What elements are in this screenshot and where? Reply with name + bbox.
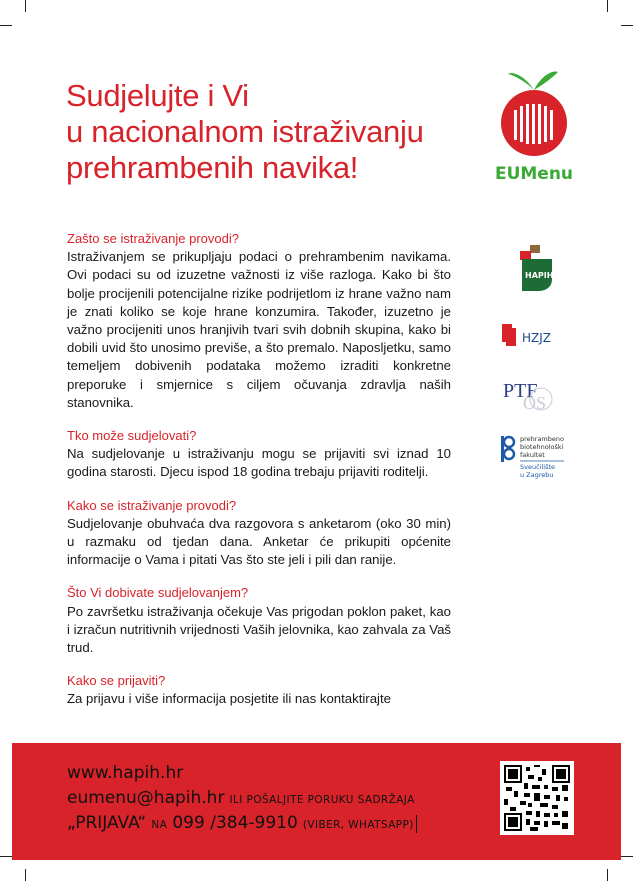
section-text: Istraživanjem se prikupljaju podaci o prehrambenim navikama. Ovi podaci su od izuzetne važnosti iz više razloga. Kako bi što bolje procijenili potencijalne rizike podrijetlom iz hrane važno nam je znati koliko se koje hrane konzumira. Također, izuzetno je važno procijeniti unos hranjivih tvari svih dobnih skupina, kako bi dobili uvid što unosimo previše, a što premalo. Naposljetku, samo temeljem dobivenih podataka možemo izraditi konkretne preporuke i smjernice s ciljem očuvanja zdravlja naših stanovnika. — [67, 249, 451, 410]
crop-mark — [0, 856, 12, 857]
crop-mark — [607, 869, 608, 881]
section-heading: Kako se prijaviti? — [67, 673, 166, 689]
phone-number[interactable]: 099 /384-9910 — [172, 813, 298, 833]
section-how — [67, 497, 451, 570]
ptf-logo — [497, 371, 569, 416]
title-line: u nacionalnom istraživanju — [66, 114, 424, 149]
sms-instruction: ILI POŠALJITE PORUKU SADRŽAJA — [229, 794, 415, 806]
section-text: Po završetku istraživanja očekuje Vas prigodan poklon paket, kao i izračun nutritivnih vrijednosti Vaših jelovnika, kao zahvala za Vaš trud. — [67, 603, 451, 656]
pbf-line: biotehnološki — [520, 443, 564, 451]
title-line: prehrambenih navika! — [66, 150, 359, 185]
hapih-mark-icon — [512, 245, 552, 291]
sms-keyword: „PRIJAVA“ — [67, 813, 147, 833]
main-content — [67, 230, 451, 724]
phone-line — [67, 810, 417, 835]
pbf-line: prehrambeno — [520, 435, 564, 443]
crop-mark — [607, 0, 608, 12]
tomato-icon — [492, 66, 576, 166]
text-cursor — [416, 815, 417, 833]
ptf-mark-icon — [497, 371, 569, 416]
section-heading: Što Vi dobivate sudjelovanjem? — [67, 585, 249, 601]
to-word: NA — [151, 819, 168, 831]
pbf-univ: u Zagrebu — [520, 471, 554, 479]
page-title — [66, 78, 466, 186]
eumenu-wordmark: EUMenu — [494, 164, 574, 184]
contact-banner — [12, 743, 621, 860]
email-line — [67, 785, 417, 810]
ptf-os-label: OS — [523, 393, 547, 413]
pbf-mark-icon — [498, 432, 570, 482]
crop-mark — [621, 25, 633, 26]
qr-code[interactable] — [500, 761, 574, 835]
title-line: Sudjelujte i Vi — [66, 78, 249, 113]
section-why — [67, 230, 451, 412]
pbf-logo — [498, 432, 570, 482]
section-heading: Zašto se istraživanje provodi? — [67, 231, 239, 246]
hapih-logo — [512, 245, 552, 291]
section-text: Sudjelovanje obuhvaća dva razgovora s anketarom (oko 30 min) u razmaku od tjedan dana. Anketar će prikupiti općenite informacije o Vama i pitati Vas što ste jeli i pili dan ranije. — [67, 515, 451, 568]
section-text: Za prijavu i više informacija posjetite ili nas kontaktirajte — [67, 691, 391, 707]
ptf-label: PTF — [503, 380, 538, 402]
pbf-line: fakultet — [520, 451, 545, 459]
email-link[interactable]: eumenu@hapih.hr — [67, 788, 225, 808]
pbf-univ: Sveučilište — [520, 463, 556, 471]
hapih-label: HAPIH — [525, 271, 552, 280]
section-heading: Kako se istraživanje provodi? — [67, 497, 237, 513]
hzjz-mark-icon — [500, 322, 572, 350]
crop-mark — [621, 856, 633, 857]
website-line — [67, 760, 417, 785]
section-text: Na sudjelovanje u istraživanju mogu se prijaviti svi iznad 10 godina starosti. Djecu ispod 18 godina trebaju prijaviti roditelji. — [67, 446, 451, 480]
section-benefit — [67, 584, 451, 657]
qr-code-icon — [504, 765, 570, 831]
eumenu-logo — [492, 66, 576, 190]
crop-mark — [0, 25, 12, 26]
section-heading: Tko može sudjelovati? — [67, 428, 197, 444]
messaging-apps: (VIBER, WHATSAPP) — [302, 819, 414, 831]
website-link[interactable]: www.hapih.hr — [67, 763, 184, 783]
crop-mark — [25, 0, 26, 12]
section-who — [67, 427, 451, 482]
contact-text — [67, 760, 417, 835]
section-apply — [67, 672, 451, 708]
hzjz-label: HZJZ — [522, 331, 552, 345]
hzjz-logo — [500, 322, 572, 350]
crop-mark — [25, 869, 26, 881]
